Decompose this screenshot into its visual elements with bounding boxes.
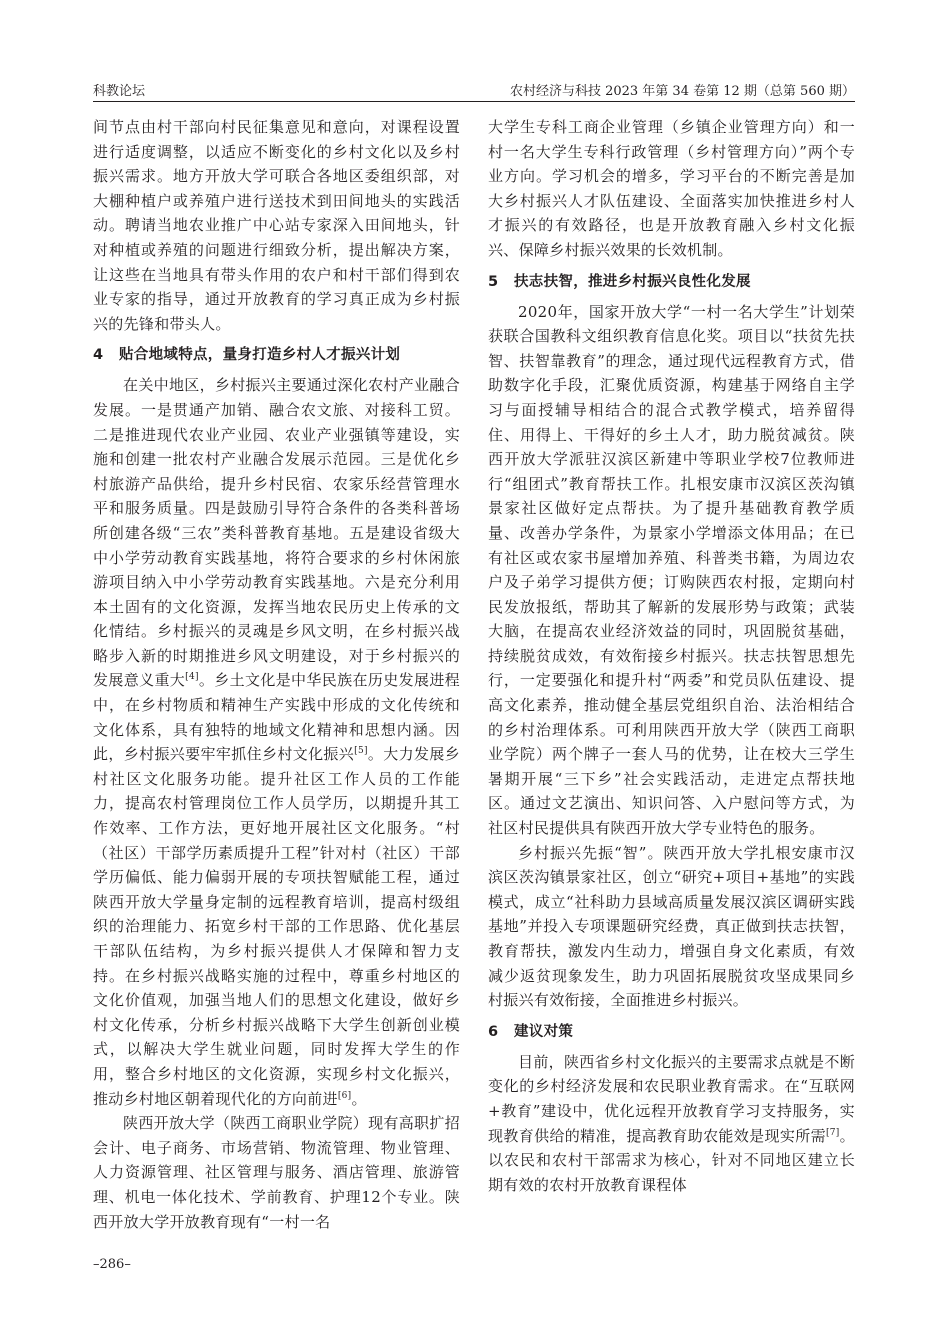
journal-section: 科教论坛 bbox=[93, 84, 146, 99]
paragraph: 乡村振兴先振“智”。陕西开放大学扎根安康市汉滨区茨沟镇景家社区，创立“研究+项目+基地”的实践模式，成立“社科助力县域高质量发展汉滨区调研实践基地”并投入专项课题研究经费，真正做到扶志扶智，教育帮扶，激发内生动力，增强自身文化素质，有效减少返贫现象发生，助力巩固拓展脱贫攻坚成果同乡村振兴有效衔接，全面推进乡村振兴。 bbox=[488, 843, 855, 1010]
running-header bbox=[93, 80, 855, 100]
citation-ref: [6] bbox=[337, 1090, 352, 1101]
journal-issue-info: 农村经济与科技 2023 年第 34 卷第 12 期（总第 560 期） bbox=[509, 84, 855, 99]
section-number: 6 bbox=[488, 1023, 499, 1040]
citation-ref: [4] bbox=[185, 672, 199, 683]
section-number: 5 bbox=[488, 273, 499, 290]
paragraph: 间节点由村干部向村民征集意见和意向，对课程设置进行适度调整，以适应不断变化的乡村文化以及乡村振兴需求。地方开放大学可联合各地区委组织部，对大棚种植户或养殖户进行送技术到田间地头的实践活动。聘请当地农业推广中心站专家深入田间地头，针对种植或养殖的问题进行细致分析，提出解决方案，让这些在当地具有带头作用的农户和村干部们得到农业专家的指导，通过开放教育的学习真正成为乡村振兴的先锋和带头人。 bbox=[93, 118, 460, 333]
section-number: 4 bbox=[93, 347, 104, 364]
section-title: 建议对策 bbox=[514, 1023, 574, 1040]
text-run: 。乡土文化是中华民族在历史发展进程中，在乡村物质和精神生产实践中形成的文化传统和文化体系，具有独特的地域文化精神和思想内涵。因此，乡村振兴要牢牢抓住乡村文化振兴 bbox=[93, 671, 460, 764]
paragraph bbox=[488, 1050, 855, 1198]
paragraph: 大学生专科工商企业管理（乡镇企业管理方向）和一村一名大学生专科行政管理（乡村管理方向）”两个专业方向。学习机会的增多，学习平台的不断完善是加大乡村振兴人才队伍建设、全面落实加快推进乡村人才振兴的有效路径，也是开放教育融入乡村文化振兴、保障乡村振兴效果的长效机制。 bbox=[488, 118, 855, 259]
paragraph: 陕西开放大学（陕西工商职业学院）现有高职扩招会计、电子商务、市场营销、物流管理、物业管理、人力资源管理、社区管理与服务、酒店管理、旅游管理、机电一体化技术、学前教育、护理12个专业。陕西开放大学开放教育现有“一村一名 bbox=[93, 1114, 460, 1231]
text-run: 目前，陕西省乡村文化振兴的主要需求点就是不断变化的乡村经济发展和农民职业教育需求。在“互联网+教育”建设中，优化远程开放教育学习支持服务，实现教育供给的精准，提高教育助农能效是现实所需 bbox=[488, 1052, 855, 1145]
text-run: 在关中地区，乡村振兴主要通过深化农村产业融合发展。一是贯通产加销、融合农文旅、对接科工贸。二是推进现代农业产业园、农业产业强镇等建设，实施和创建一批农村产业融合发展示范园。三是优化乡村旅游产品供给，提升乡村民宿、农家乐经营管理水平和服务质量。四是鼓励引导符合条件的各类科普场所创建各级“三农”类科普教育基地。五是建设省级大中小学劳动教育实践基地，将符合要求的乡村休闲旅游项目纳入中小学劳动教育实践基地。六是充分利用本土固有的文化资源，发挥当地农民历史上传承的文化情结。乡村振兴的灵魂是乡风文明，在乡村振兴战略步入新的时期推进乡风文明建设，对于乡村振兴的发展意义重大 bbox=[93, 376, 460, 690]
section-title: 贴合地域特点，量身打造乡村人才振兴计划 bbox=[119, 347, 401, 364]
text-run: 。大力发展乡村社区文化服务功能。提升社区工作人员的工作能力，提高农村管理岗位工作人员学历，以期提升其工作效率、工作方法，更好地开展社区文化服务。“村（社区）干部学历素质提升工程”针对村（社区）干部学历偏低、能力偏弱开展的专项扶智赋能工程，通过陕西开放大学量身定制的远程教育培训，提高村级组织的治理能力、拓宽乡村干部的工作思路、优化基层干部队伍结构，为乡村振兴提供人才保障和智力支持。在乡村振兴战略实施的过程中，尊重乡村地区的文化价值观，加强当地人们的思想文化建设，做好乡村文化传承，分析乡村振兴战略下大学生创新创业模式，以解决大学生就业问题，同时发挥大学生的作用，整合乡村地区的文化资源，实现乡村文化振兴，推动乡村地区朝着现代化的方向前进 bbox=[93, 745, 460, 1108]
citation-ref: [5] bbox=[354, 746, 368, 757]
section-heading-6 bbox=[488, 1020, 855, 1044]
section-heading-5 bbox=[488, 270, 855, 294]
text-run: 。 bbox=[351, 1089, 367, 1108]
left-column bbox=[93, 115, 460, 1234]
text-run: 。以农民和农村干部需求为核心，针对不同地区建立长期有效的农村开放教育课程体 bbox=[488, 1126, 855, 1194]
right-column bbox=[488, 115, 855, 1197]
paragraph bbox=[93, 373, 460, 1111]
header-divider bbox=[93, 101, 855, 102]
section-heading-4 bbox=[93, 343, 460, 367]
page-number: –286– bbox=[93, 1257, 131, 1272]
section-title: 扶志扶智，推进乡村振兴良性化发展 bbox=[514, 273, 751, 290]
citation-ref: [7] bbox=[825, 1127, 840, 1138]
paragraph: 2020年，国家开放大学“一村一名大学生”计划荣获联合国教科文组织教育信息化奖。项目以“扶贫先扶智、扶智靠教育”的理念，通过现代远程教育方式，借助数字化手段，汇聚优质资源，构建基于网络自主学习与面授辅导相结合的混合式教学模式，培养留得住、用得上、干得好的乡土人才，助力脱贫减贫。陕西开放大学派驻汉滨区新建中等职业学校7位教师进行“组团式”教育帮扶工作。扎根安康市汉滨区茨沟镇景家社区做好定点帮扶。为了提升基础教育教学质量、改善办学条件，为景家小学增添文体用品；在已有社区或农家书屋增加养殖、科普类书籍，为周边农户及子弟学习提供方便；订购陕西农村报，定期向村民发放报纸，帮助其了解新的发展形势与政策；武装大脑，在提高农业经济效益的同时，巩固脱贫基础，持续脱贫成效，有效衔接乡村振兴。扶志扶智思想先行，一定要强化和提升村“两委”和党员队伍建设、提高文化素养，推动健全基层党组织自治、法治相结合的乡村治理体系。可利用陕西开放大学（陕西工商职业学院）两个牌子一套人马的优势，让在校大三学生暑期开展“三下乡”社会实践活动，走进定点帮扶地区。通过文艺演出、知识问答、入户慰问等方式，为社区村民提供具有陕西开放大学专业特色的服务。 bbox=[488, 302, 855, 838]
